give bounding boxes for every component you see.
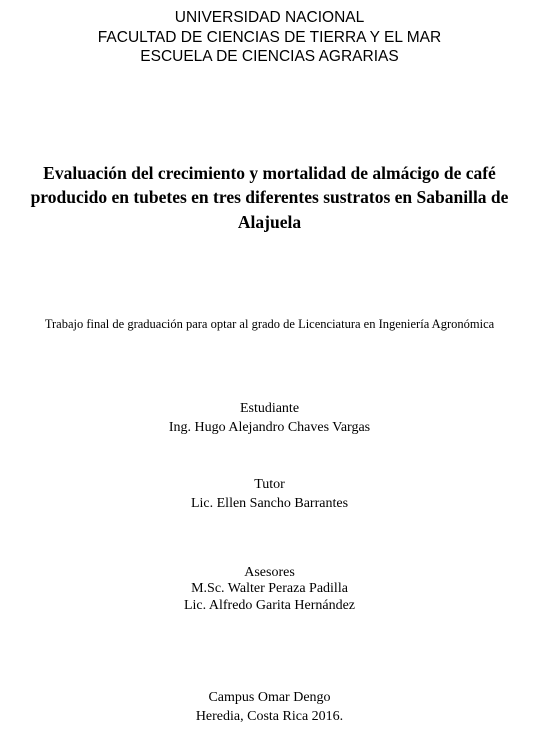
title-line-2: producido en tubetes en tres diferentes sustratos en Sabanilla de (30, 187, 509, 207)
school-name: ESCUELA DE CIENCIAS AGRARIAS (140, 48, 399, 65)
advisors-label: Asesores (244, 565, 295, 580)
student-label: Estudiante (239, 401, 300, 416)
faculty-name: FACULTAD DE CIENCIAS DE TIERRA Y EL MAR (97, 29, 442, 46)
title-line-3: Alajuela (237, 212, 302, 232)
advisor-name: M.Sc. Walter Peraza Padilla (191, 581, 348, 596)
thesis-purpose: Trabajo final de graduación para optar al grado de Licenciatura en Ingeniería Agronómica (44, 317, 495, 331)
place-year: Heredia, Costa Rica 2016. (195, 709, 344, 724)
tutor-label: Tutor (254, 477, 285, 492)
university-name: UNIVERSIDAD NACIONAL (174, 9, 365, 26)
title-line-1: Evaluación del crecimiento y mortalidad de almácigo de café (43, 163, 496, 183)
campus-name: Campus Omar Dengo (208, 690, 331, 705)
advisor-name: Lic. Alfredo Garita Hernández (183, 598, 356, 613)
student-name: Ing. Hugo Alejandro Chaves Vargas (168, 420, 371, 435)
tutor-name: Lic. Ellen Sancho Barrantes (190, 496, 349, 511)
